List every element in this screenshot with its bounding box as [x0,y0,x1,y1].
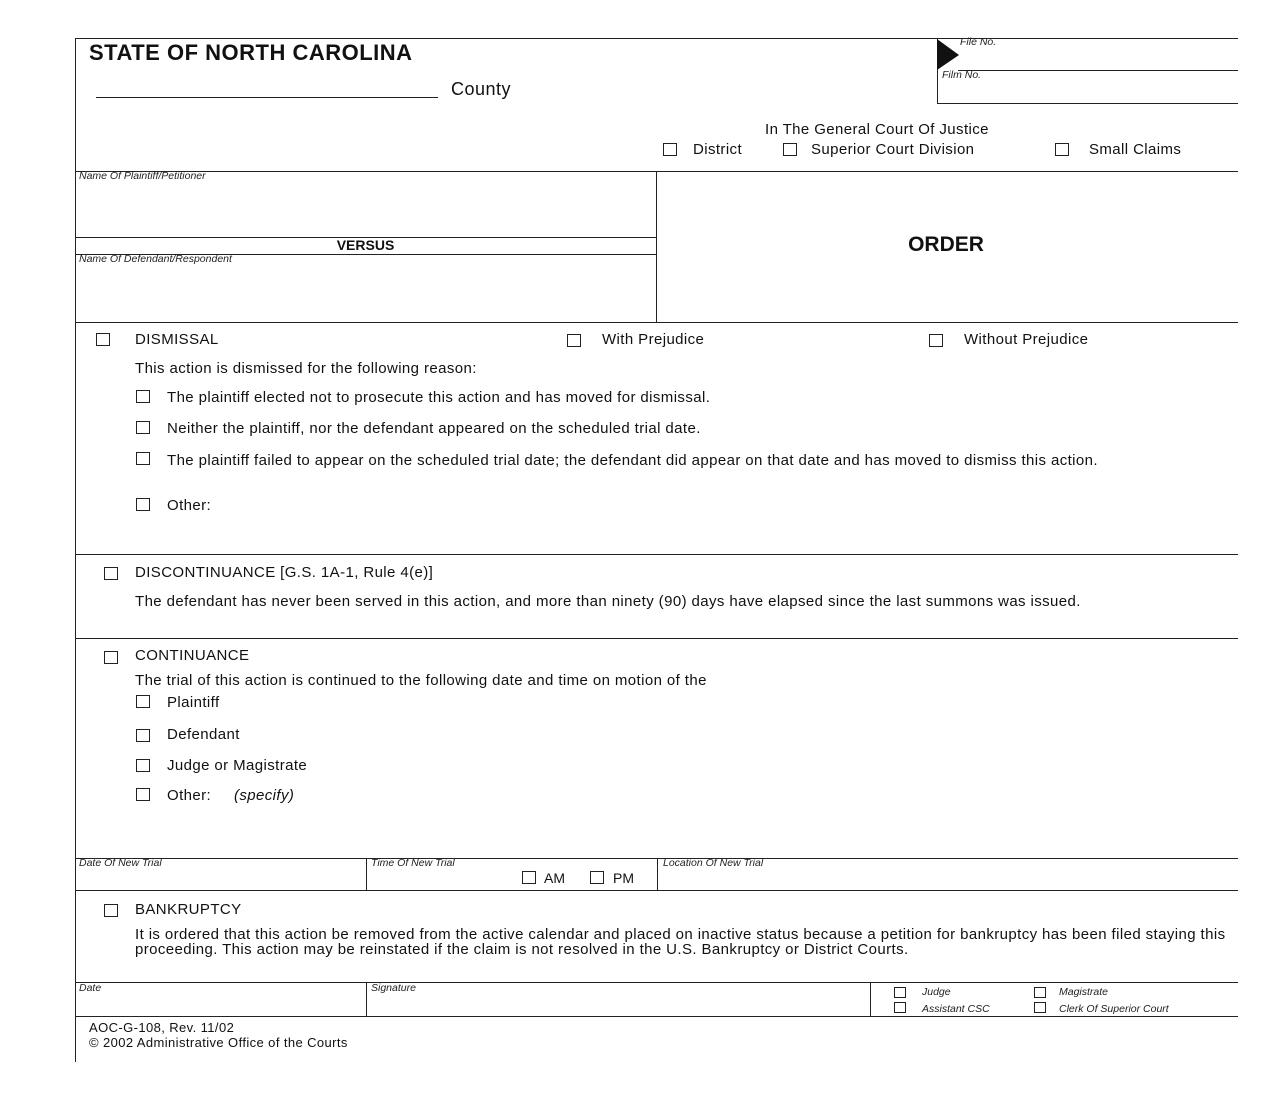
continuance-intro: The trial of this action is continued to the following date and time on motion of the [135,672,707,689]
court-title: In The General Court Of Justice [765,121,989,138]
order-title: ORDER [908,233,984,256]
discontinuance-top-line [75,554,1238,555]
new-trial-divider-1 [366,858,367,891]
reason-neither-checkbox[interactable] [136,421,150,434]
defendant-field[interactable] [78,268,653,318]
small-claims-checkbox[interactable] [1055,143,1069,156]
reason-plaintiff-failed-checkbox[interactable] [136,452,150,465]
plaintiff-field[interactable] [78,186,653,234]
superior-court-label: Superior Court Division [811,141,975,158]
form-id: AOC-G-108, Rev. 11/02 [89,1020,235,1035]
bankruptcy-title: BANKRUPTCY [135,901,242,918]
date-new-trial-field[interactable] [78,870,362,888]
discontinuance-checkbox[interactable] [104,567,118,580]
reason-elected-checkbox[interactable] [136,390,150,403]
reason-neither-text: Neither the plaintiff, nor the defendant appeared on the scheduled trial date. [167,420,701,437]
file-no-field[interactable] [958,70,1238,71]
reason-other-field[interactable] [235,496,1225,536]
am-label: AM [544,870,565,886]
new-trial-divider-2 [657,858,658,891]
sign-date-label: Date [79,982,102,994]
continuance-checkbox[interactable] [104,651,118,664]
motion-other-checkbox[interactable] [136,788,150,801]
pm-checkbox[interactable] [590,871,604,884]
continuance-top-line [75,638,1238,639]
motion-defendant-checkbox[interactable] [136,729,150,742]
motion-judge-checkbox[interactable] [136,759,150,772]
file-no-label: File No. [960,36,997,48]
location-new-trial-field[interactable] [662,870,1236,888]
county-field[interactable] [96,97,438,98]
reason-elected-text: The plaintiff elected not to prosecute this action and has moved for dismissal. [167,389,711,406]
clerk-checkbox[interactable] [1034,1002,1046,1013]
reason-plaintiff-failed-text: The plaintiff failed to appear on the scheduled trial date; the defendant did appear on that date and has moved to dismiss this action. [167,452,1098,469]
signature-divider-2 [870,982,871,1017]
am-checkbox[interactable] [522,871,536,884]
discontinuance-text: The defendant has never been served in this action, and more than ninety (90) days have elapsed since the last summons was issued. [135,593,1081,610]
arrow-marker-icon [937,39,961,71]
assistant-csc-label: Assistant CSC [922,1003,990,1015]
sign-date-field[interactable] [78,995,362,1013]
reason-other-label: Other: [167,497,212,514]
bankruptcy-top-line [75,890,1238,891]
assistant-csc-checkbox[interactable] [894,1002,906,1013]
bankruptcy-checkbox[interactable] [104,904,118,917]
signature-divider-1 [366,982,367,1017]
with-prejudice-label: With Prejudice [602,331,705,348]
magistrate-checkbox[interactable] [1034,987,1046,998]
versus-label: VERSUS [336,237,395,253]
dismissal-intro: This action is dismissed for the following reason: [135,360,477,377]
plaintiff-label: Name Of Plaintiff/Petitioner [79,170,206,182]
signature-label: Signature [371,982,416,994]
defendant-label: Name Of Defendant/Respondent [79,253,232,265]
motion-plaintiff-checkbox[interactable] [136,695,150,708]
dismissal-top-line [75,322,1238,323]
without-prejudice-checkbox[interactable] [929,334,943,347]
footer-top-line [75,1016,1238,1017]
time-new-trial-field[interactable] [370,870,515,888]
superior-court-checkbox[interactable] [783,143,797,156]
bankruptcy-text: It is ordered that this action be removed from the active calendar and placed on inactive status because a petition for bankruptcy has been filed staying this proceeding. This action may be reinstated if the claim is not resolved in the U.S. Bankruptcy or District Courts. [135,926,1226,958]
discontinuance-title: DISCONTINUANCE [G.S. 1A-1, Rule 4(e)] [135,564,434,581]
location-new-trial-label: Location Of New Trial [663,857,764,869]
clerk-label: Clerk Of Superior Court [1059,1003,1169,1015]
motion-defendant-label: Defendant [167,726,240,743]
motion-other-hint: (specify) [234,787,295,804]
top-border [75,38,1238,39]
county-label: County [451,79,512,99]
reason-other-checkbox[interactable] [136,498,150,511]
signature-field[interactable] [370,995,865,1013]
signature-top-line [75,982,1238,983]
dismissal-title: DISMISSAL [135,331,219,348]
state-title: STATE OF NORTH CAROLINA [89,40,413,65]
motion-judge-label: Judge or Magistrate [167,757,308,774]
film-no-field[interactable] [937,103,1238,104]
small-claims-label: Small Claims [1089,141,1182,158]
left-border [75,38,76,1062]
dismissal-checkbox[interactable] [96,333,110,346]
with-prejudice-checkbox[interactable] [567,334,581,347]
pm-label: PM [613,870,634,886]
district-label: District [693,141,743,158]
copyright: © 2002 Administrative Office of the Courts [89,1035,348,1050]
continuance-title: CONTINUANCE [135,647,250,664]
time-new-trial-label: Time Of New Trial [371,857,455,869]
date-new-trial-label: Date Of New Trial [79,857,162,869]
motion-other-label: Other: [167,787,212,804]
motion-plaintiff-label: Plaintiff [167,694,220,711]
without-prejudice-label: Without Prejudice [964,331,1089,348]
district-checkbox[interactable] [663,143,677,156]
film-no-label: Film No. [942,69,982,81]
magistrate-label: Magistrate [1059,986,1109,998]
judge-checkbox[interactable] [894,987,906,998]
judge-label: Judge [922,986,951,998]
